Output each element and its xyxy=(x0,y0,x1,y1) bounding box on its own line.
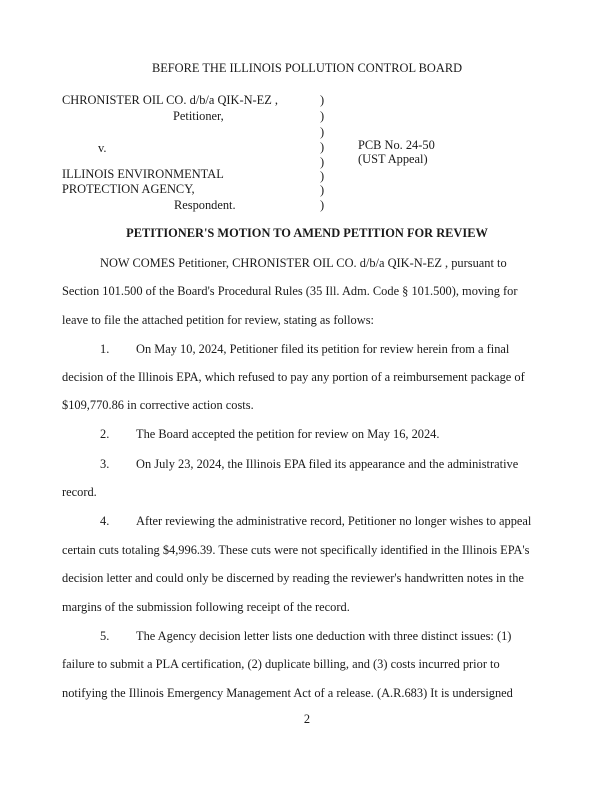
paragraph-line: margins of the submission following receipt of the record. xyxy=(62,600,350,614)
case-type: (UST Appeal) xyxy=(358,152,428,166)
caption-paren: ) xyxy=(320,169,325,183)
petitioner-name: CHRONISTER OIL CO. d/b/a QIK-N-EZ , xyxy=(62,93,279,107)
paragraph-line: On May 10, 2024, Petitioner filed its petition for review herein from a final xyxy=(136,342,510,356)
paragraph-number: 5. xyxy=(100,629,110,643)
intro-line: Section 101.500 of the Board's Procedural Rules (35 Ill. Adm. Code § 101.500), moving for xyxy=(62,284,518,298)
paragraph-number: 2. xyxy=(100,427,110,441)
paragraph-line: After reviewing the administrative record, Petitioner no longer wishes to appeal xyxy=(136,514,532,528)
paragraph-number: 1. xyxy=(100,342,110,356)
paragraph-number: 3. xyxy=(100,457,110,471)
paragraph-line: certain cuts totaling $4,996.39. These cuts were not specifically identified in the Illinois EPA's xyxy=(62,543,530,557)
paragraph-line: failure to submit a PLA certification, (2) duplicate billing, and (3) costs incurred prior to xyxy=(62,657,500,671)
paragraph-line: $109,770.86 in corrective action costs. xyxy=(62,398,254,412)
paragraph-line: decision letter and could only be discerned by reading the reviewer's handwritten notes in the xyxy=(62,571,524,585)
caption-paren: ) xyxy=(320,125,325,139)
paragraph-line: The Agency decision letter lists one deduction with three distinct issues: (1) xyxy=(136,629,512,643)
motion-title: PETITIONER'S MOTION TO AMEND PETITION FOR REVIEW xyxy=(126,226,488,240)
paragraph-line: notifying the Illinois Emergency Management Act of a release. (A.R.683) It is undersigned xyxy=(62,686,513,700)
respondent-role: Respondent. xyxy=(174,198,236,212)
paragraph-line: On July 23, 2024, the Illinois EPA filed its appearance and the administrative xyxy=(136,457,519,471)
respondent-name-line-2: PROTECTION AGENCY, xyxy=(62,182,195,196)
case-number: PCB No. 24-50 xyxy=(358,138,435,152)
caption-paren: ) xyxy=(320,93,325,107)
paragraph-line: decision of the Illinois EPA, which refused to pay any portion of a reimbursement package of xyxy=(62,370,525,384)
caption-paren: ) xyxy=(320,155,325,169)
caption-paren: ) xyxy=(320,109,325,123)
caption-paren: ) xyxy=(320,198,325,212)
caption-paren: ) xyxy=(320,183,325,197)
intro-line: NOW COMES Petitioner, CHRONISTER OIL CO. d/b/a QIK-N-EZ , pursuant to xyxy=(100,256,507,270)
versus: v. xyxy=(98,141,107,155)
page-number: 2 xyxy=(303,712,311,726)
caption-paren: ) xyxy=(320,140,325,154)
petitioner-role: Petitioner, xyxy=(173,109,224,123)
paragraph-line: record. xyxy=(62,485,97,499)
board-title: BEFORE THE ILLINOIS POLLUTION CONTROL BOARD xyxy=(151,61,463,75)
respondent-name-line-1: ILLINOIS ENVIRONMENTAL xyxy=(62,167,224,181)
intro-line: leave to file the attached petition for review, stating as follows: xyxy=(62,313,374,327)
paragraph-line: The Board accepted the petition for review on May 16, 2024. xyxy=(136,427,440,441)
paragraph-number: 4. xyxy=(100,514,110,528)
